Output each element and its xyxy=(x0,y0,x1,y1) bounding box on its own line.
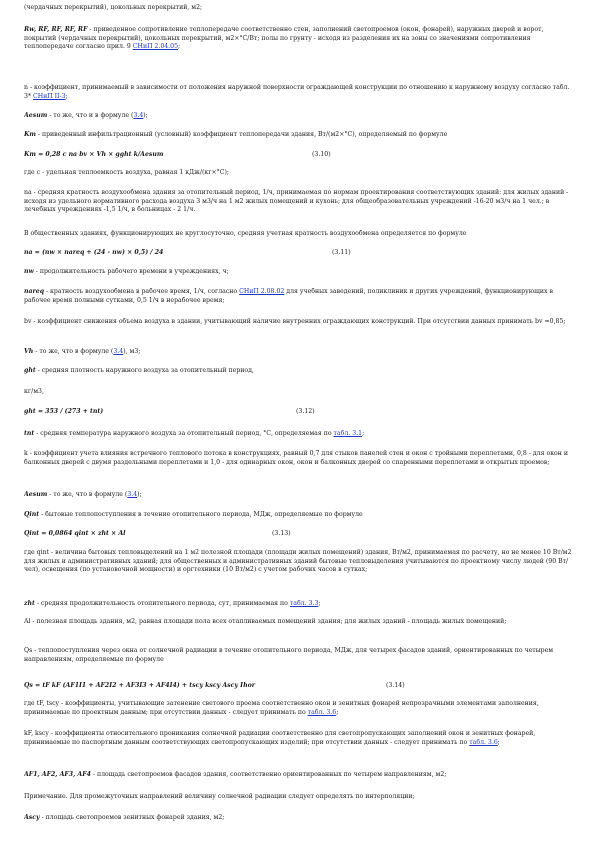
paragraph: nw - продолжительность рабочего времени в учреждениях, ч; xyxy=(24,268,229,275)
link-snip-ii-3[interactable]: СНиП II-3 xyxy=(33,92,66,100)
paragraph: Km - приведенный инфильтрационный (условный) коэффициент теплопередачи здания, Вт/(м2×°С), определяемый по формуле xyxy=(24,131,448,138)
paragraph: Aesum - то же, что в формуле (3.4); xyxy=(24,491,142,498)
paragraph: Примечание. Для промежуточных направлений величину солнечной радиации следует определять по интерполяции; xyxy=(24,793,415,800)
paragraph: Rw, RF, RF, RF, RF - приведенное сопротивление теплопередаче соответственно стен, заполнений светопроемов (окон, фонарей), наружных дверей и ворот, покрытий (чердачных перекрытий), цокольных перекрытий, м2×°С/Вт; полы по грунту - исходя из разделения их на зоны со значениями сопротивления теплопередаче согласно прил. 9 СНиП 2.04.05; xyxy=(24,26,544,51)
paragraph: Al - полезная площадь здания, м2, равная площади пола всех отапливаемых помещений здания; для жилых зданий - площадь жилых помещений; xyxy=(24,618,507,625)
paragraph: n - коэффициент, принимаемый в зависимости от положения наружной поверхности ограждающей конструкции по отношению к наружному воздуху согласно табл. 3* СНиП II-3; xyxy=(24,84,570,100)
formula-number: (3.12) xyxy=(296,408,315,415)
paragraph: Vh - то же, что в формуле (3.4), м3; xyxy=(24,348,141,355)
link-formula-3-4[interactable]: 3.4 xyxy=(127,491,138,498)
paragraph: Qint - бытовые теплопоступления в течение отопительного периода, МДж, определяемые по формуле xyxy=(24,511,363,518)
formula: Qint = 0,0864 qint × zht × Al (3.13) xyxy=(24,530,291,537)
paragraph: Qs - теплопоступления через окна от солнечной радиации в течение отопительного периода, МДж, для четырех фасадов зданий, ориентированных по четырем направлениям, определяемые по формуле xyxy=(24,647,554,663)
paragraph: где tF, tscy - коэффициенты, учитывающие затенение светового проема соответственно окон и зенитных фонарей непрозрачными элементами заполнения, принимаемые по проектным данным; при отсутствии данных - следует принимать по табл. 3.6; xyxy=(24,700,539,716)
formula-number: (3.10) xyxy=(312,151,331,158)
link-snip-2-08-02[interactable]: СНиП 2.08.02 xyxy=(239,288,285,295)
paragraph: zht - средняя продолжительность отопительного периода, сут, принимаемая по табл. 3.3; xyxy=(24,600,321,607)
link-snip-2-04-05[interactable]: СНиП 2.04.05 xyxy=(132,43,179,51)
paragraph: AF1, AF2, AF3, AF4 - площадь светопроемов фасадов здания, соответственно ориентированных по четырем направлениям, м2; xyxy=(24,771,447,778)
formula-number: (3.13) xyxy=(272,530,291,537)
paragraph: В общественных зданиях, функционирующих не круглосуточно, средняя учетная кратность воздухообмена определяется по формуле xyxy=(24,230,467,237)
paragraph: где c - удельная теплоемкость воздуха, равная 1 кДж/(кг×°С); xyxy=(24,169,229,176)
paragraph: k - коэффициент учета влияния встречного теплового потока в конструкциях, равный 0,7 для стыков панелей стен и окон с тройными переплетами, 0,8 - для окон и балконных дверей с двумя раздельными переплетами и 1,0 - для одинарных окон, окон и балконных дверей со спаренными переплетами и открытых проемов; xyxy=(24,450,569,466)
paragraph: kF, kscy - коэффициенты относительного проникания солнечной радиации соответственно для светопропускающих заполнений окон и зенитных фонарей, принимаемые по паспортным данным соответствующих светопропускающих изделий; при отсутствии данных - следует принимать по табл. 3.6; xyxy=(24,730,536,746)
paragraph: ght - средняя плотность наружного воздуха за отопительный период, xyxy=(24,367,254,374)
formula: Qs = tF kF (AF1I1 + AF2I2 + AF3I3 + AF4I4) + tscy kscy Ascy Ihor (3.14) xyxy=(24,682,405,689)
formula: Km = 0,28 c na bv × Vh × gght k/Aesum (3.10) xyxy=(24,151,331,158)
formula-number: (3.14) xyxy=(386,682,405,689)
paragraph: bv - коэффициент снижения объема воздуха в здании, учитывающий наличие внутренних ограждающих конструкций. При отсутствии данных принимать bv =0,85; xyxy=(24,318,566,325)
paragraph: nareq - кратность воздухообмена в рабочее время, 1/ч, согласно СНиП 2.08.02 для учебных заведений, поликлиник и других учреждений, функционирующих в рабочее время полными сутками, 0,5 1/ч в нерабочее время; xyxy=(24,288,553,304)
formula-number: (3.11) xyxy=(332,249,351,256)
link-formula-3-4[interactable]: 3.4 xyxy=(133,112,144,119)
formula: ght = 353 / (273 + tnt) (3.12) xyxy=(24,408,315,415)
paragraph: где qint - величина бытовых тепловыделений на 1 м2 полезной площади (площади жилых помещений) здания, Вт/м2, принимаемая по расчету, но не менее 10 Вт/м2 для жилых и административных зданий; для общественных и административных зданий бытовые тепловыделения учитываются по проектному числу людей (90 Вт/чел), освещения (по установочной мощности) и оргтехники (10 Вт/м2) с учетом рабочих часов в сутках; xyxy=(24,549,572,574)
paragraph: tnt - средняя температура наружного воздуха за отопительный период, °С, определяемая по табл. 3.1; xyxy=(24,430,365,437)
paragraph: Ascy - площадь светопроемов зенитных фонарей здания, м2; xyxy=(24,814,225,821)
link-table-3-6[interactable]: табл. 3.6 xyxy=(469,738,498,746)
link-table-3-1[interactable]: табл. 3.1 xyxy=(333,430,363,437)
link-table-3-3[interactable]: табл. 3.3 xyxy=(289,600,319,607)
paragraph: кг/м3, xyxy=(24,388,44,395)
formula: na = (nw × nareq + (24 - nw) × 0,5) / 24 (3.11) xyxy=(24,249,351,256)
paragraph: na - средняя кратность воздухообмена здания за отопительный период, 1/ч, принимаемая по нормам проектирования соответствующих зданий: для жилых зданий - исходя из удельного нормативного расхода воздуха 3 м3/ч на 1 м2 жилых помещений и кухонь; для общеобразовательных учреждений -16-20 м3/ч на 1 чел.; в лечебных учреждениях -1,5 1/ч, в больницах - 2 1/ч. xyxy=(24,189,569,214)
link-table-3-6[interactable]: табл. 3.6 xyxy=(307,708,337,716)
paragraph: (чердачных перекрытий), цокольных перекрытий, м2; xyxy=(24,4,203,11)
link-formula-3-4[interactable]: 3.4 xyxy=(113,348,124,355)
paragraph: Aesum - то же, что и в формуле (3.4); xyxy=(24,112,148,119)
